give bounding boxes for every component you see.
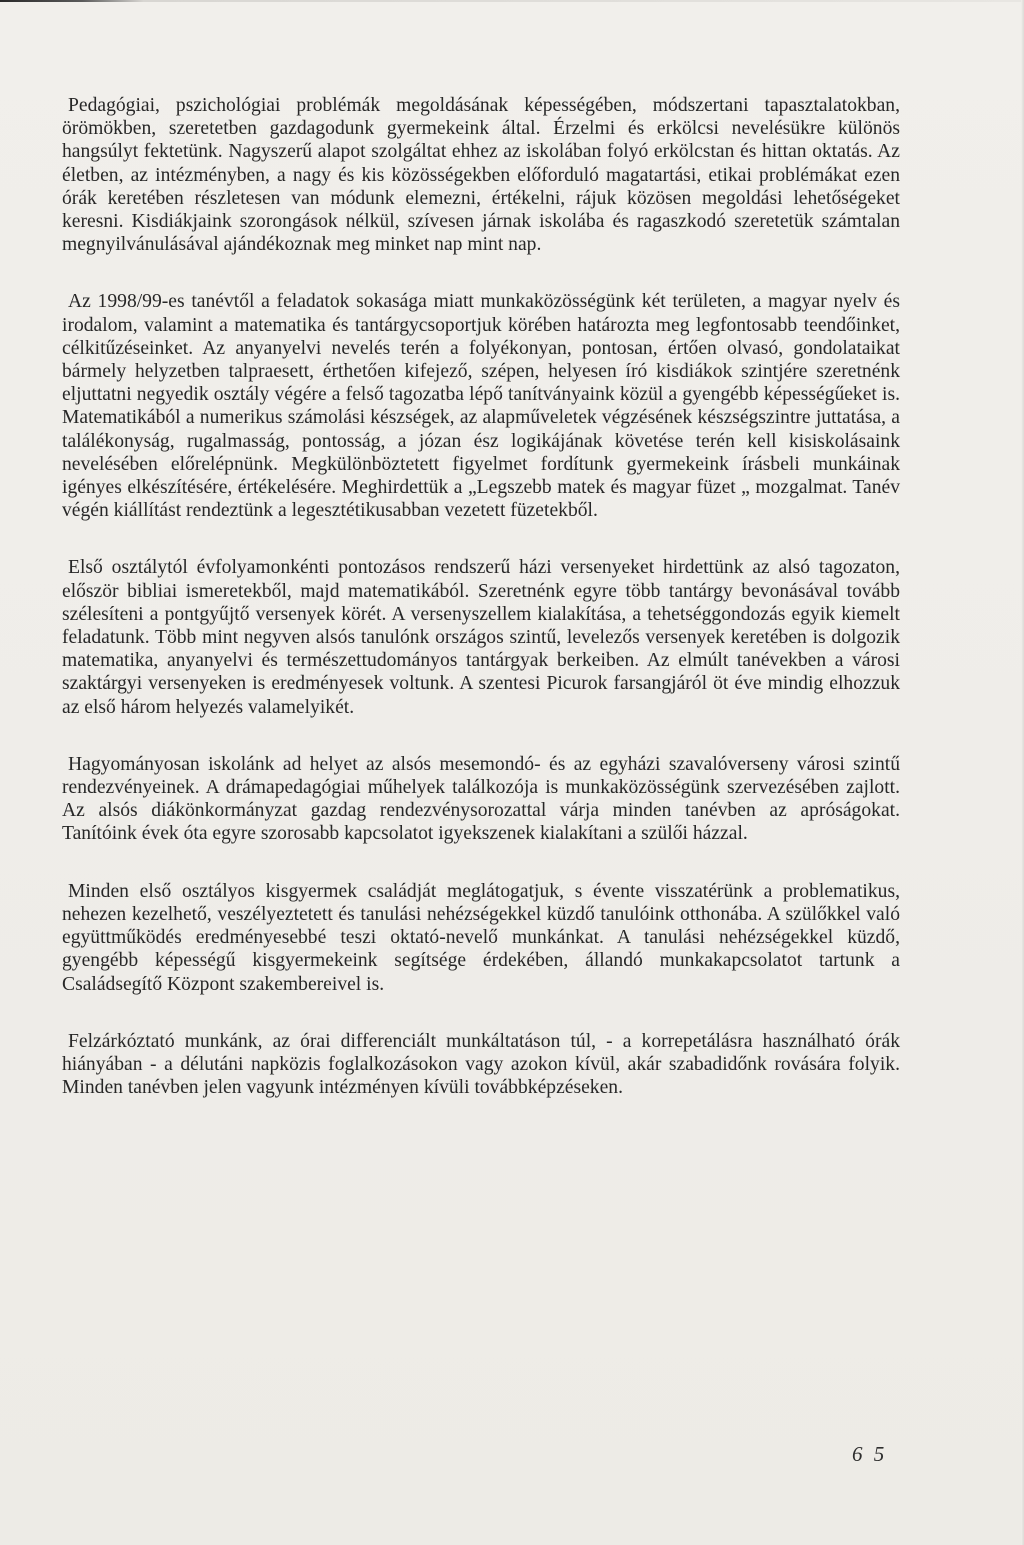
paragraph: Első osztálytól évfolyamonkénti pontozásos rendszerű házi versenyeket hirdettünk az alsó tagozaton, először bibliai ismeretekből, majd matematikából. Szeretnénk egyre több tantárgy bevonásával tovább szélesíteni a pontgyűjtő versenyek körét. A versenyszellem kialakítása, a tehetséggondozás egyik kiemelt feladatunk. Több mint negyven alsós tanulónk országos szintű, levelezős versenyek keretében is dolgozik matematika, anyanyelvi és természettudományos tantárgyak berkeiben. Az elmúlt tanévekben a városi szaktárgyi versenyeken is eredményesek voltunk. A szentesi Picurok farsangjáról öt éve mindig elhozzuk az első három helyezés valamelyikét.: [62, 557, 900, 718]
paragraph: Hagyományosan iskolánk ad helyet az alsós mesemondó- és az egyházi szavalóverseny városi szintű rendezvényeinek. A drámapedagógiai műhelyek találkozója is munkaközösségünk szervezésében zajlott. Az alsós diákönkormányzat gazdag rendezvénysorozattal várja minden tanévben az apróságokat. Tanítóink évek óta egyre szorosabb kapcsolatot igyekszenek kialakítani a szülői házzal.: [62, 753, 900, 845]
paragraph: Minden első osztályos kisgyermek családját meglátogatjuk, s évente visszatérünk a problematikus, nehezen kezelhető, veszélyeztetett és tanulási nehézségekkel küzdő tanulóink otthonába. A szülőkkel való együttműködés eredményesebbé teszi oktató-nevelő munkánkat. A tanulási nehézségekkel küzdő, gyengébb képességű kisgyermekeink segítsége érdekében, állandó munkakapcsolatot tartunk a Családsegítő Központ szakembereivel is.: [62, 880, 900, 995]
paragraph: Az 1998/99-es tanévtől a feladatok sokasága miatt munkaközösségünk két területen, a magyar nyelv és irodalom, valamint a matematika és tantárgycsoportjuk körében határozta meg legfontosabb teendőinket, célkitűzéseinket. Az anyanyelvi nevelés terén a folyékonyan, pontosan, értően olvasó, gondolataikat bármely helyzetben talpraesett, érthetően kifejező, szépen, helyesen író kisdiákok szintjére szeretnénk eljuttatni negyedik osztály végére a felső tagozatba lépő tanítványaink közül a gyengébb képességűeket is. Matematikából a numerikus számolási készségek, az alapműveletek végzésének készségszintre juttatása, a találékonyság, rugalmasság, pontosság, a józan ész logikájának követése terén kell kisiskolásaink nevelésében előrelépnünk. Megkülönböztetett figyelmet fordítunk gyermekeink írásbeli munkáinak igényes elkészítésére, értékelésére. Meghirdettük a „Legszebb matek és magyar füzet „ mozgalmat. Tanév végén kiállítást rendeztünk a legesztétikusabban vezetett füzetekből.: [62, 291, 900, 522]
paragraph: Felzárkóztató munkánk, az órai differenciált munkáltatáson túl, - a korrepetálásra használható órák hiányában - a délutáni napközis foglalkozásokon vagy azokon kívül, akár szabadidőnk rovására folyik. Minden tanévben jelen vagyunk intézményen kívüli továbbképzéseken.: [62, 1030, 900, 1099]
paragraph: Pedagógiai, pszichológiai problémák megoldásának képességében, módszertani tapasztalatokban, örömökben, szeretetben gazdagodunk gyermekeink által. Érzelmi és erkölcsi nevelésükre különös hangsúlyt fektetünk. Nagyszerű alapot szolgáltat ehhez az iskolában folyó erkölcstan és hittan oktatás. Az életben, az intézményben, a nagy és kis közösségekben előforduló magatartási, etikai problémákat ezen órák keretében részletesen van módunk elemezni, értékelni, rájuk közösen megoldási lehetőségeket keresni. Kisdiákjaink szorongások nélkül, szívesen járnak iskolába és ragaszkodó szeretetük számtalan megnyilvánulásával ajándékoznak meg minket nap mint nap.: [62, 95, 900, 256]
scan-edge-top: [0, 0, 1024, 2]
body-text: [62, 94, 900, 1099]
page-number: 6 5: [852, 1442, 888, 1466]
